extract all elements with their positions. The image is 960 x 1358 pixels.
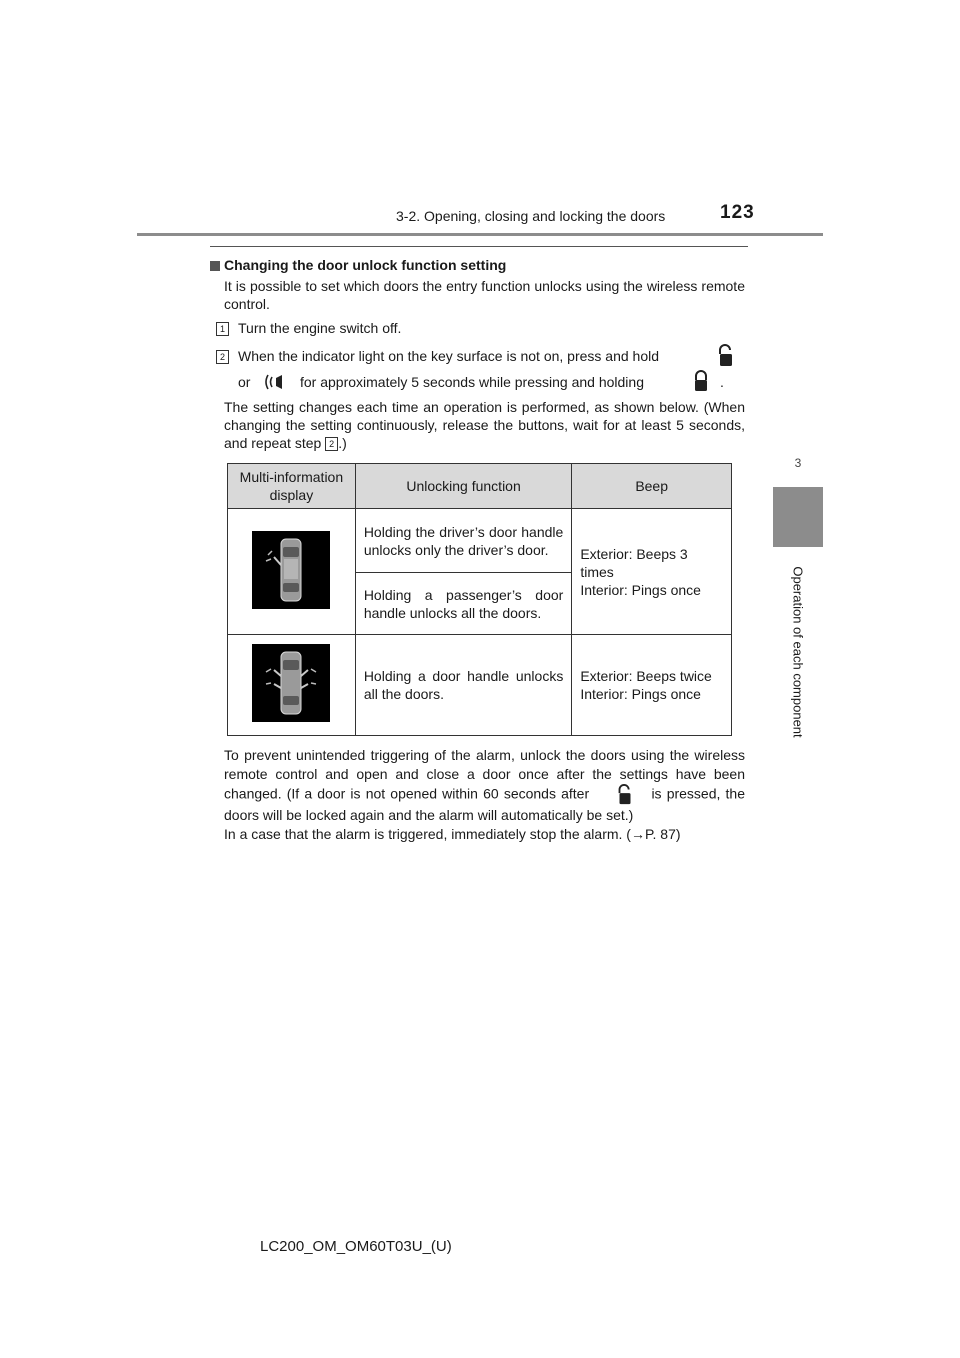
step-2-text-a: When the indicator light on the key surface is not on, press and hold [238, 348, 660, 364]
panic-icon [262, 372, 288, 392]
function-cell: Holding a door handle unlocks all the doors. [355, 635, 572, 736]
footer-code: LC200_OM_OM60T03U_(U) [260, 1238, 452, 1255]
chapter-title: Operation of each component [790, 566, 806, 738]
section-rule [210, 246, 748, 247]
step-2-text-b: or [238, 374, 251, 390]
table-header-row [228, 464, 732, 509]
display-cell [228, 635, 356, 736]
function-cell: Holding the driver’s door handle unlocks only the driver’s door. [355, 509, 572, 573]
alarm-note-text-c: In a case that the alarm is triggered, immediately stop the alarm. ( [224, 826, 631, 842]
car-top-view-icon [252, 531, 330, 609]
table-header: Multi-information display [228, 464, 356, 509]
step-ref-box: 2 [325, 437, 338, 451]
car-top-view-icon [252, 644, 330, 722]
chapter-tab [773, 456, 823, 547]
square-bullet-icon [210, 261, 220, 271]
display-cell [228, 509, 356, 635]
table-header: Beep [572, 464, 732, 509]
unlock-icon [716, 344, 736, 368]
alarm-note-text-d: ) [675, 826, 681, 842]
function-cell: Holding a passenger’s door handle unlocks all the doors. [355, 573, 572, 635]
alarm-note-text-a: To prevent unintended triggering of the alarm, unlock the doors using the wireless remote control and open and close a door once after the settings have been changed. (If a door is not opened within 60 seconds after [224, 747, 745, 802]
alarm-note [224, 746, 745, 844]
step-number-box: 2 [216, 350, 229, 364]
lock-icon [692, 370, 710, 392]
alarm-note-text-b: is pressed, the doors will be locked again and the alarm will automatically be set.) [224, 785, 745, 823]
header-section-title: 3-2. Opening, closing and locking the doors [396, 208, 666, 224]
arrow-icon: → [630, 826, 645, 842]
unlock-function-table [227, 463, 732, 736]
table-row [228, 509, 732, 573]
step-2-text-c: for approximately 5 seconds while pressing and holding [300, 374, 644, 390]
chapter-number: 3 [794, 456, 802, 470]
step-number-box: 1 [216, 322, 229, 336]
intro-paragraph: It is possible to set which doors the entry function unlocks using the wireless remote control. [224, 278, 745, 312]
setting-note-text: The setting changes each time an operation is performed, as shown below. (When changing the setting continuously, release the buttons, wait for at least 5 seconds, and repeat step [224, 399, 745, 451]
page-number: 123 [720, 202, 755, 223]
setting-note-end: .) [338, 435, 347, 451]
page-ref-link[interactable]: P. 87 [644, 826, 676, 842]
table-header: Unlocking function [355, 464, 572, 509]
step-2-text-d: . [720, 374, 724, 390]
step-1-text: Turn the engine switch off. [238, 320, 402, 336]
header-rule [137, 233, 823, 236]
beep-cell: Exterior: Beeps 3 times Interior: Pings once [572, 509, 732, 635]
beep-cell: Exterior: Beeps twice Interior: Pings once [572, 635, 732, 736]
section-heading [210, 257, 506, 273]
setting-note [224, 398, 745, 452]
section-heading-text: Changing the door unlock function setting [224, 257, 507, 273]
unlock-icon [614, 784, 636, 806]
table-row [228, 635, 732, 736]
